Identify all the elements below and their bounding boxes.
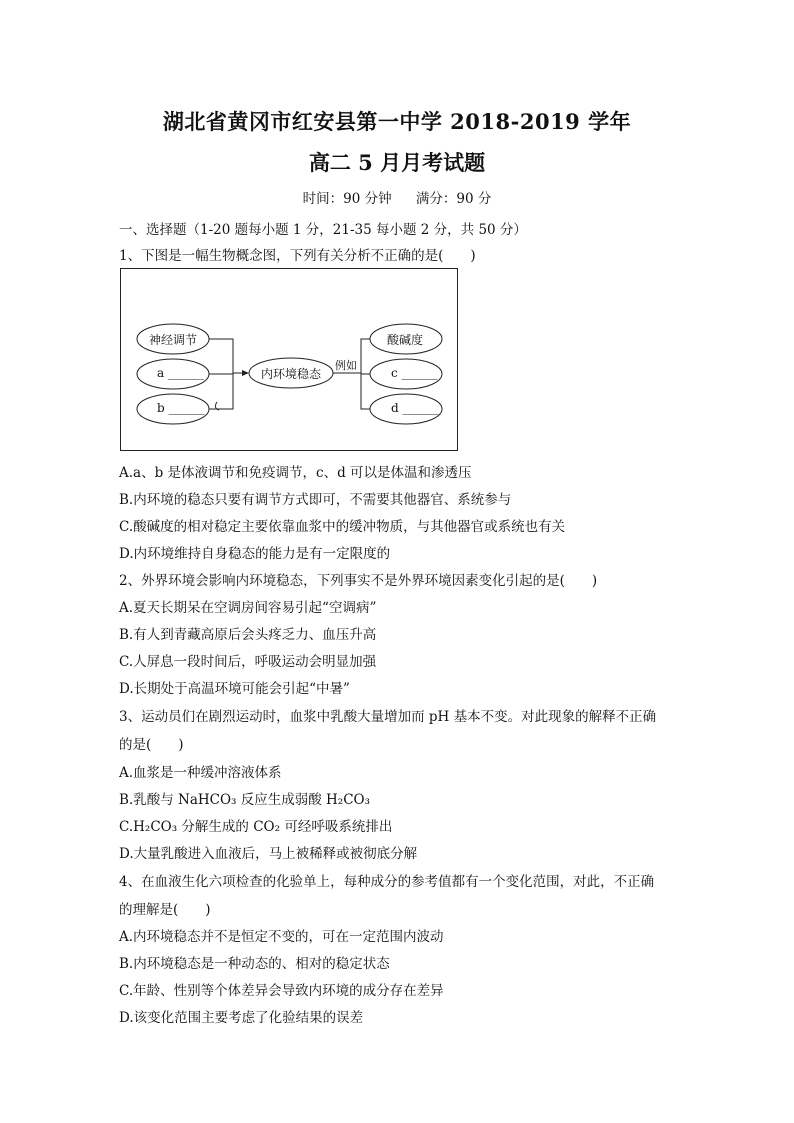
node-center: 内环境稳态 [261,367,322,381]
question-2-option-d: D.长期处于高温环境可能会引起“中暑” [119,681,350,697]
connector-label: 例如 [335,359,357,372]
node-left-3: b ______ [157,401,205,415]
question-1-option-d: D.内环境维持自身稳态的能力是有一定限度的 [119,546,391,562]
question-2-option-c: C.人屏息一段时间后，呼吸运动会明显加强 [119,654,377,670]
question-1-option-a: A.a、b 是体液调节和免疫调节，c、d 可以是体温和渗透压 [119,465,472,481]
exam-subtitle: 高二 5 月月考试题 [308,150,486,175]
question-3-option-c: C.H₂CO₃ 分解生成的 CO₂ 可经呼吸系统排出 [119,819,393,835]
exam-title: 湖北省黄冈市红安县第一中学 2018-2019 学年 [162,109,632,134]
question-3-stem-line2: 的是( ) [119,737,184,753]
question-2-option-a: A.夏天长期呆在空调房间容易引起“空调病” [119,600,377,616]
question-1-stem: 1、下图是一幅生物概念图，下列有关分析不正确的是( ) [119,248,476,264]
question-3-option-d: D.大量乳酸进入血液后，马上被稀释或被彻底分解 [119,846,418,862]
concept-diagram [120,268,458,451]
question-3-stem-line1: 3、运动员们在剧烈运动时，血浆中乳酸大量增加而 pH 基本不变。对此现象的解释不正确 [119,709,657,725]
exam-meta [0,187,794,207]
node-right-2: c ______ [391,366,438,380]
question-2-stem: 2、外界环境会影响内环境稳态，下列事实不是外界环境因素变化引起的是( ) [119,573,598,589]
question-4-option-c: C.年龄、性别等个体差异会导致内环境的成分存在差异 [119,983,444,999]
question-1-option-c: C.酸碱度的相对稳定主要依靠血浆中的缓冲物质，与其他器官或系统也有关 [119,519,566,535]
question-4-option-a: A.内环境稳态并不是恒定不变的，可在一定范围内波动 [119,929,444,945]
node-right-3: d ______ [391,401,439,415]
question-4-stem-line1: 4、在血液生化六项检查的化验单上，每种成分的参考值都有一个变化范围，对此，不正确 [119,874,655,890]
node-left-1: 神经调节 [149,333,198,347]
exam-score: 满分：90 分 [415,191,492,207]
question-2-option-b: B.有人到青藏高原后会头疼乏力、血压升高 [119,627,377,643]
concept-diagram-lines [121,269,459,452]
question-4-stem-line2: 的理解是( ) [119,902,211,918]
question-4-option-b: B.内环境稳态是一种动态的、相对的稳定状态 [119,956,390,972]
question-3-option-a: A.血浆是一种缓冲溶液体系 [119,765,282,781]
question-1-option-b: B.内环境的稳态只要有调节方式即可，不需要其他器官、系统参与 [119,492,512,508]
question-4-option-d: D.该变化范围主要考虑了化验结果的误差 [119,1010,364,1026]
exam-time: 时间：90 分钟 [302,191,392,207]
question-3-option-b: B.乳酸与 NaHCO₃ 反应生成弱酸 H₂CO₃ [119,792,371,808]
arrow-head [242,370,249,376]
section-heading: 一、选择题（1-20 题每小题 1 分，21-35 每小题 2 分，共 50 分） [119,222,527,238]
node-left-2: a ______ [157,366,204,380]
node-right-1: 酸碱度 [387,333,424,347]
